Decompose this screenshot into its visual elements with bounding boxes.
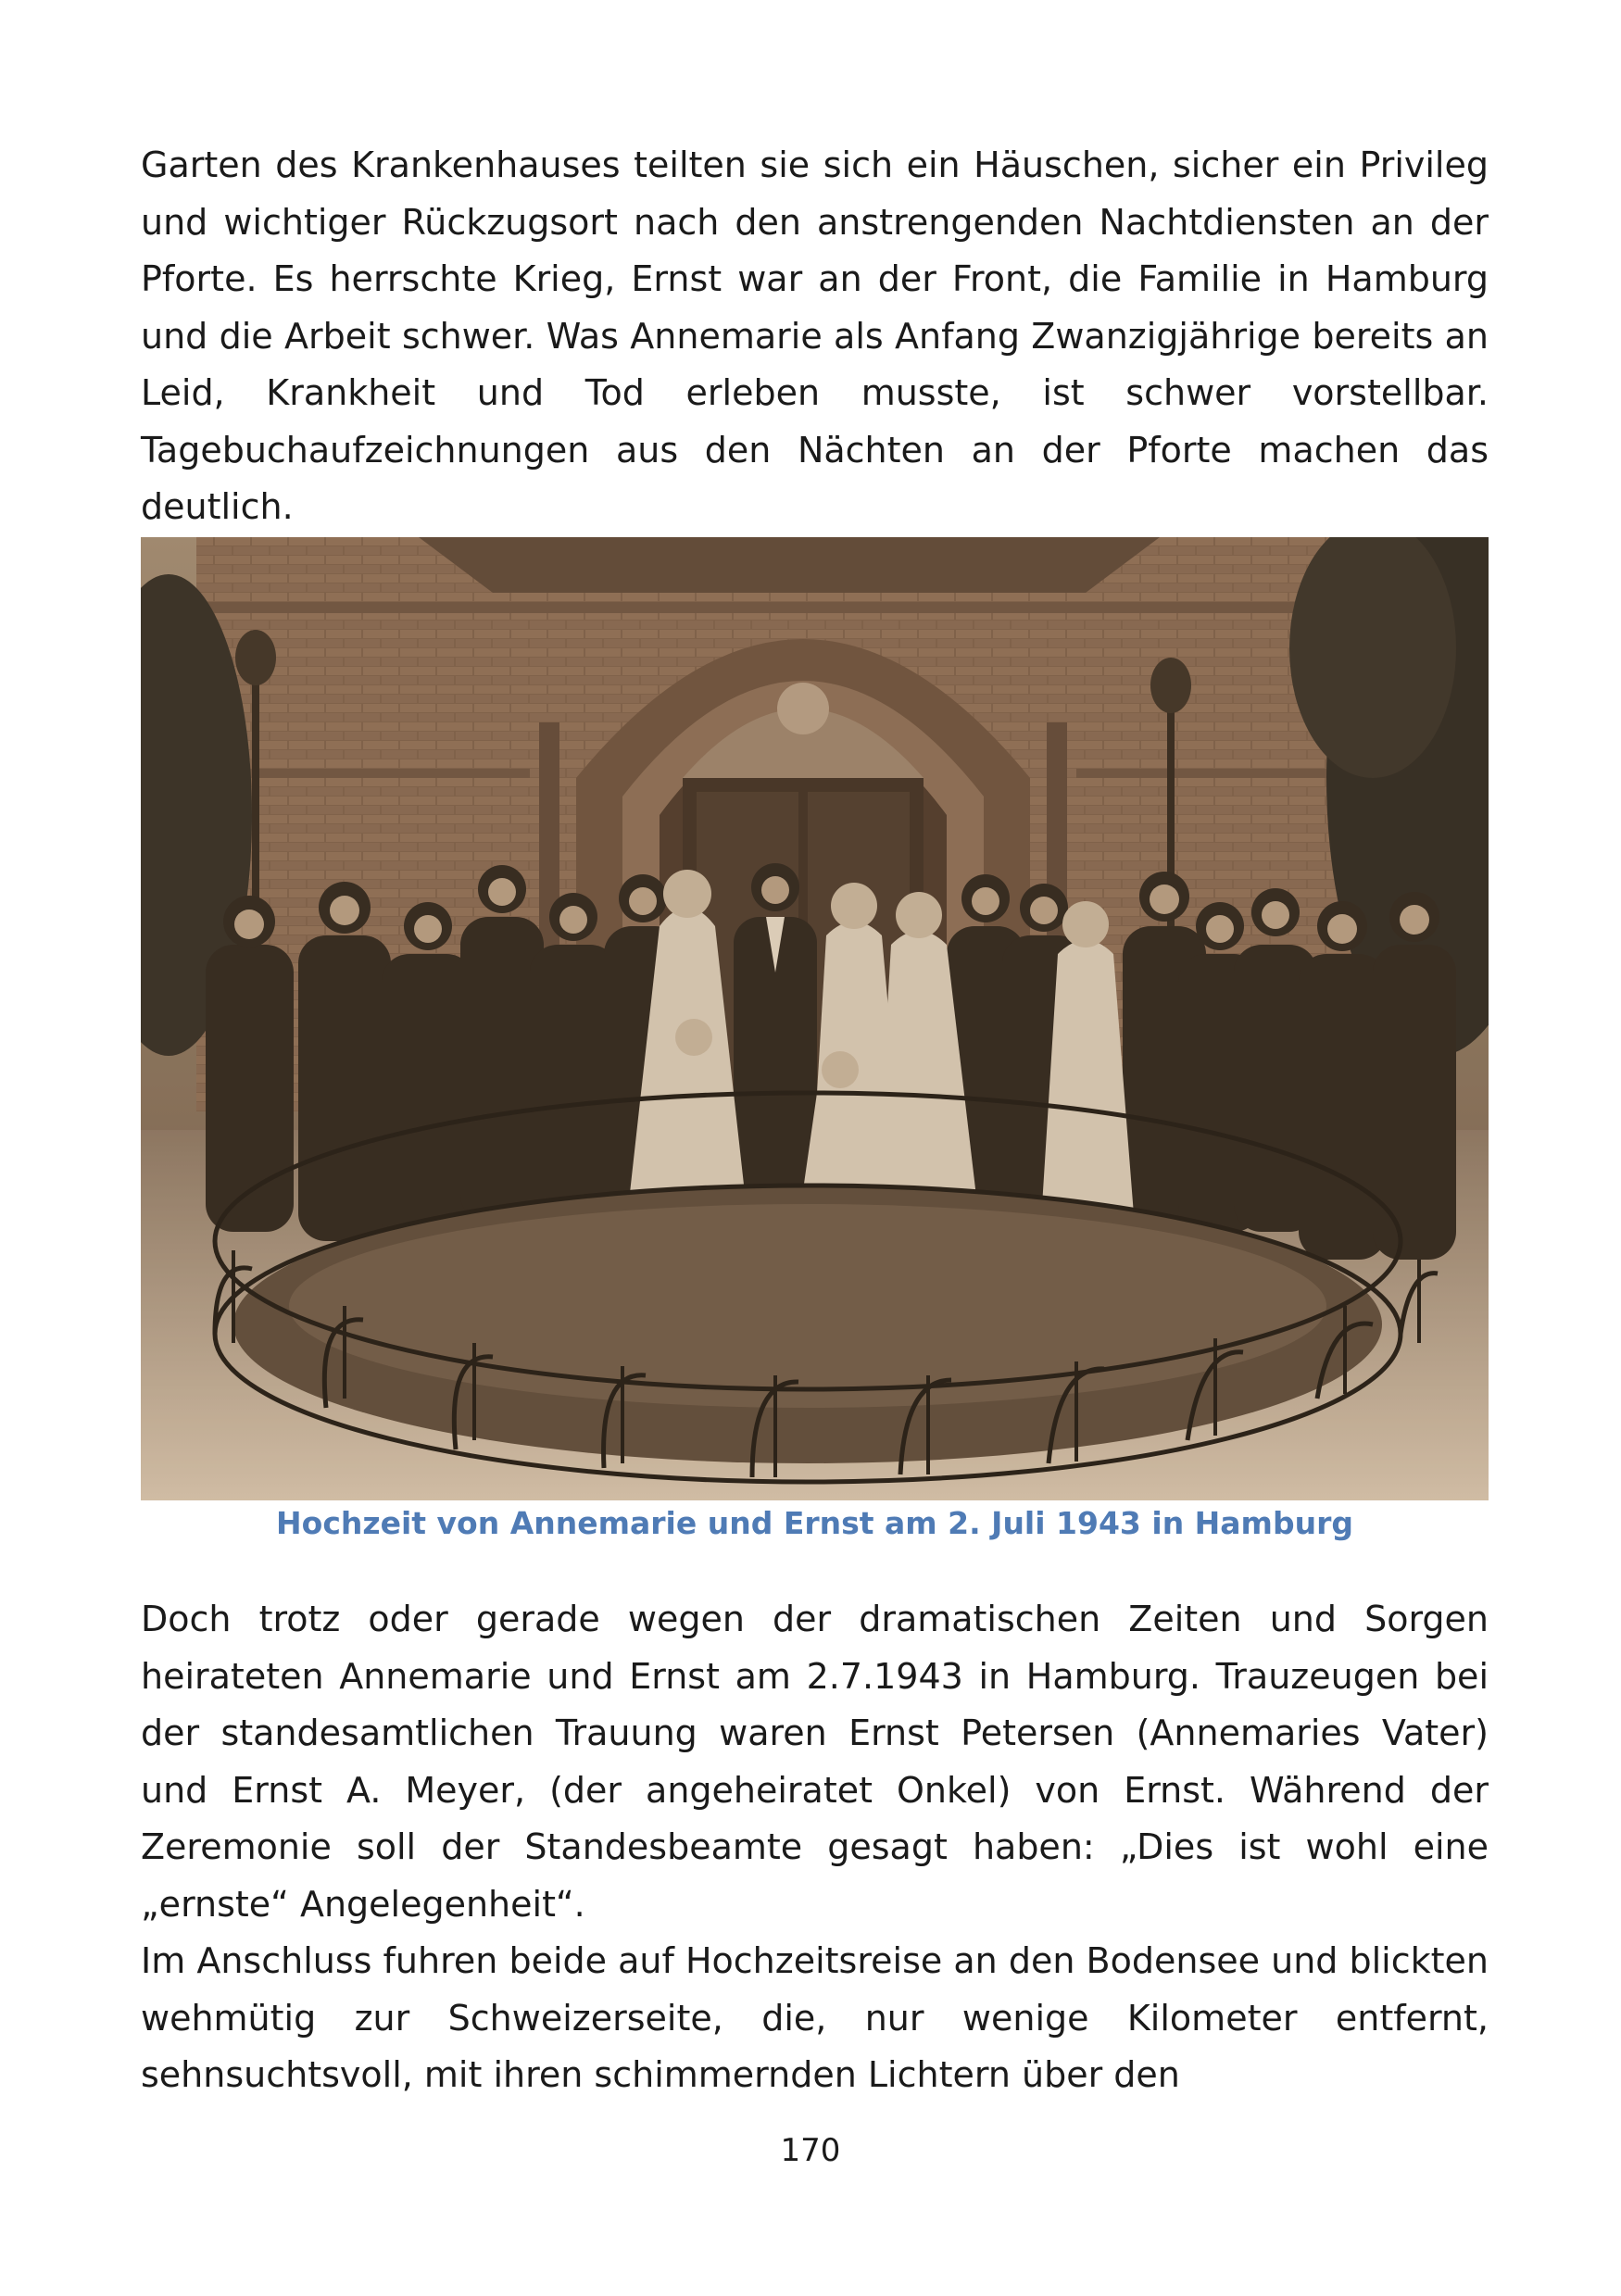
- paragraph-top: [141, 137, 1489, 536]
- paragraph-top-text: Garten des Krankenhauses teilten sie sich ein Häuschen, sicher ein Privileg und wichtiger Rückzugsort nach den anstrengenden Nachtdiensten an der Pforte. Es herrschte Krieg, Ernst war an der Front, die Familie in Hamburg und die Arbeit schwer. Was Annemarie als Anfang Zwanzigjährige bereits an Leid, Krankheit und Tod erleben musste, ist schwer vorstellbar. Tagebuchaufzeichnungen aus den Nächten an der Pforte machen das deutlich.: [141, 144, 1489, 527]
- photo-caption: Hochzeit von Annemarie und Ernst am 2. Juli 1943 in Hamburg: [276, 1505, 1353, 1541]
- page-number: 170: [780, 2132, 841, 2169]
- wedding-photo: [141, 537, 1489, 1500]
- wedding-photo-image: [141, 537, 1489, 1500]
- paragraph-bottom-1: Doch trotz oder gerade wegen der dramatischen Zeiten und Sorgen heirateten Annemarie und Ernst am 2.7.1943 in Hamburg. Trauzeugen bei der standesamtlichen Trauung waren Ernst Petersen (Annemaries Vater) und Ernst A. Meyer, (der angeheiratet Onkel) von Ernst. Während der Zeremonie soll der Standesbeamte gesagt haben: „Dies ist wohl eine „ernste“ Angelegenheit“.: [141, 1599, 1489, 1925]
- paragraph-bottom: [141, 1591, 1489, 2104]
- paragraph-bottom-2: Im Anschluss fuhren beide auf Hochzeitsreise an den Bodensee und blickten wehmütig zur Schweizerseite, die, nur wenige Kilometer entfernt, sehnsuchtsvoll, mit ihren schimmernden Lichtern über den: [141, 1940, 1489, 2095]
